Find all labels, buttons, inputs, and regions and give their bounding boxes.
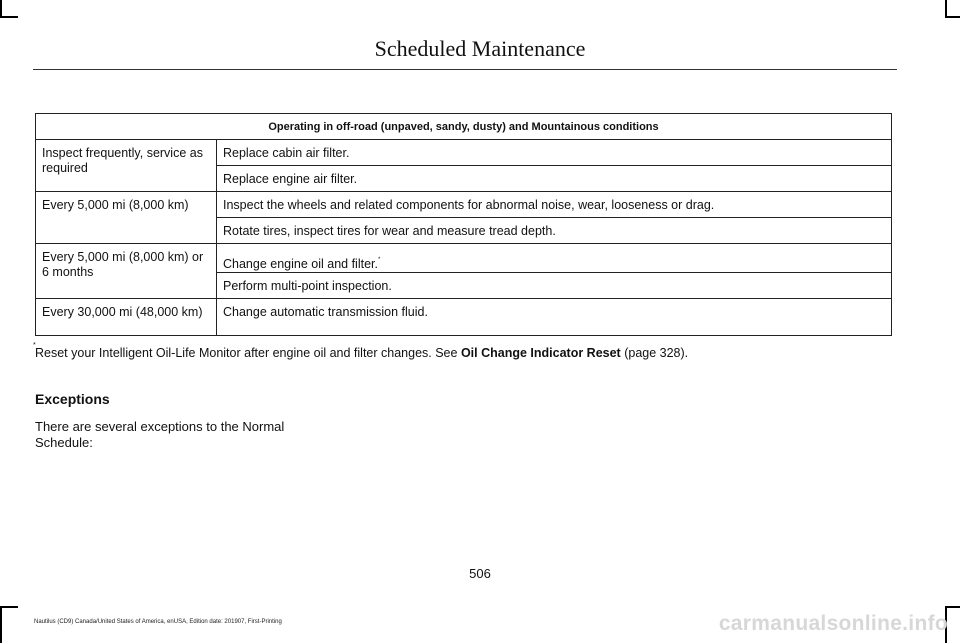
interval-cell: Every 5,000 mi (8,000 km) xyxy=(36,192,217,244)
interval-cell: Every 5,000 mi (8,000 km) or 6 months xyxy=(36,244,217,299)
crop-mark-bottom-left-h xyxy=(0,606,18,608)
interval-cell: Every 30,000 mi (48,000 km) xyxy=(36,299,217,336)
body-paragraph: There are several exceptions to the Normal Schedule: xyxy=(35,419,285,450)
task-cell: Change automatic transmission fluid. xyxy=(217,299,892,336)
crop-mark-bottom-left-v xyxy=(0,606,2,643)
task-cell: Rotate tires, inspect tires for wear and measure tread depth. xyxy=(217,218,892,244)
table-heading-row xyxy=(36,114,892,140)
crop-mark-top-left-h xyxy=(0,16,18,18)
interval-cell: Inspect frequently, service as required xyxy=(36,140,217,192)
task-cell xyxy=(217,244,892,273)
table-heading: Operating in off-road (unpaved, sandy, dusty) and Mountainous conditions xyxy=(36,114,892,140)
page-reference: (page 328). xyxy=(624,346,689,360)
task-cell: Perform multi-point inspection. xyxy=(217,273,892,299)
task-text: Change engine oil and filter. xyxy=(223,257,378,271)
table-row xyxy=(36,244,892,273)
page-number: 506 xyxy=(469,566,491,581)
table-row xyxy=(36,299,892,336)
title-divider xyxy=(33,69,897,70)
task-cell: Inspect the wheels and related components for abnormal noise, wear, looseness or drag. xyxy=(217,192,892,218)
footer-edition-info: Nautilus (CD9) Canada/United States of America, enUSA, Edition date: 201907, First-Printing xyxy=(34,619,282,625)
footnote xyxy=(33,342,689,360)
footnote-marker: * xyxy=(33,342,36,349)
maintenance-table xyxy=(35,113,892,336)
table-row xyxy=(36,140,892,166)
section-heading: Exceptions xyxy=(35,391,110,407)
table-row xyxy=(36,192,892,218)
page-title: Scheduled Maintenance xyxy=(374,36,586,61)
watermark: carmanualsonline.info xyxy=(718,612,948,635)
crop-mark-top-right-h xyxy=(945,16,960,18)
task-cell: Replace cabin air filter. xyxy=(217,140,892,166)
cross-reference-link[interactable]: Oil Change Indicator Reset xyxy=(460,346,621,360)
task-cell: Replace engine air filter. xyxy=(217,166,892,192)
footnote-text: Reset your Intelligent Oil-Life Monitor after engine oil and filter changes. See xyxy=(35,346,458,360)
crop-mark-bottom-right-h xyxy=(945,606,960,608)
footnote-marker: * xyxy=(377,257,381,263)
